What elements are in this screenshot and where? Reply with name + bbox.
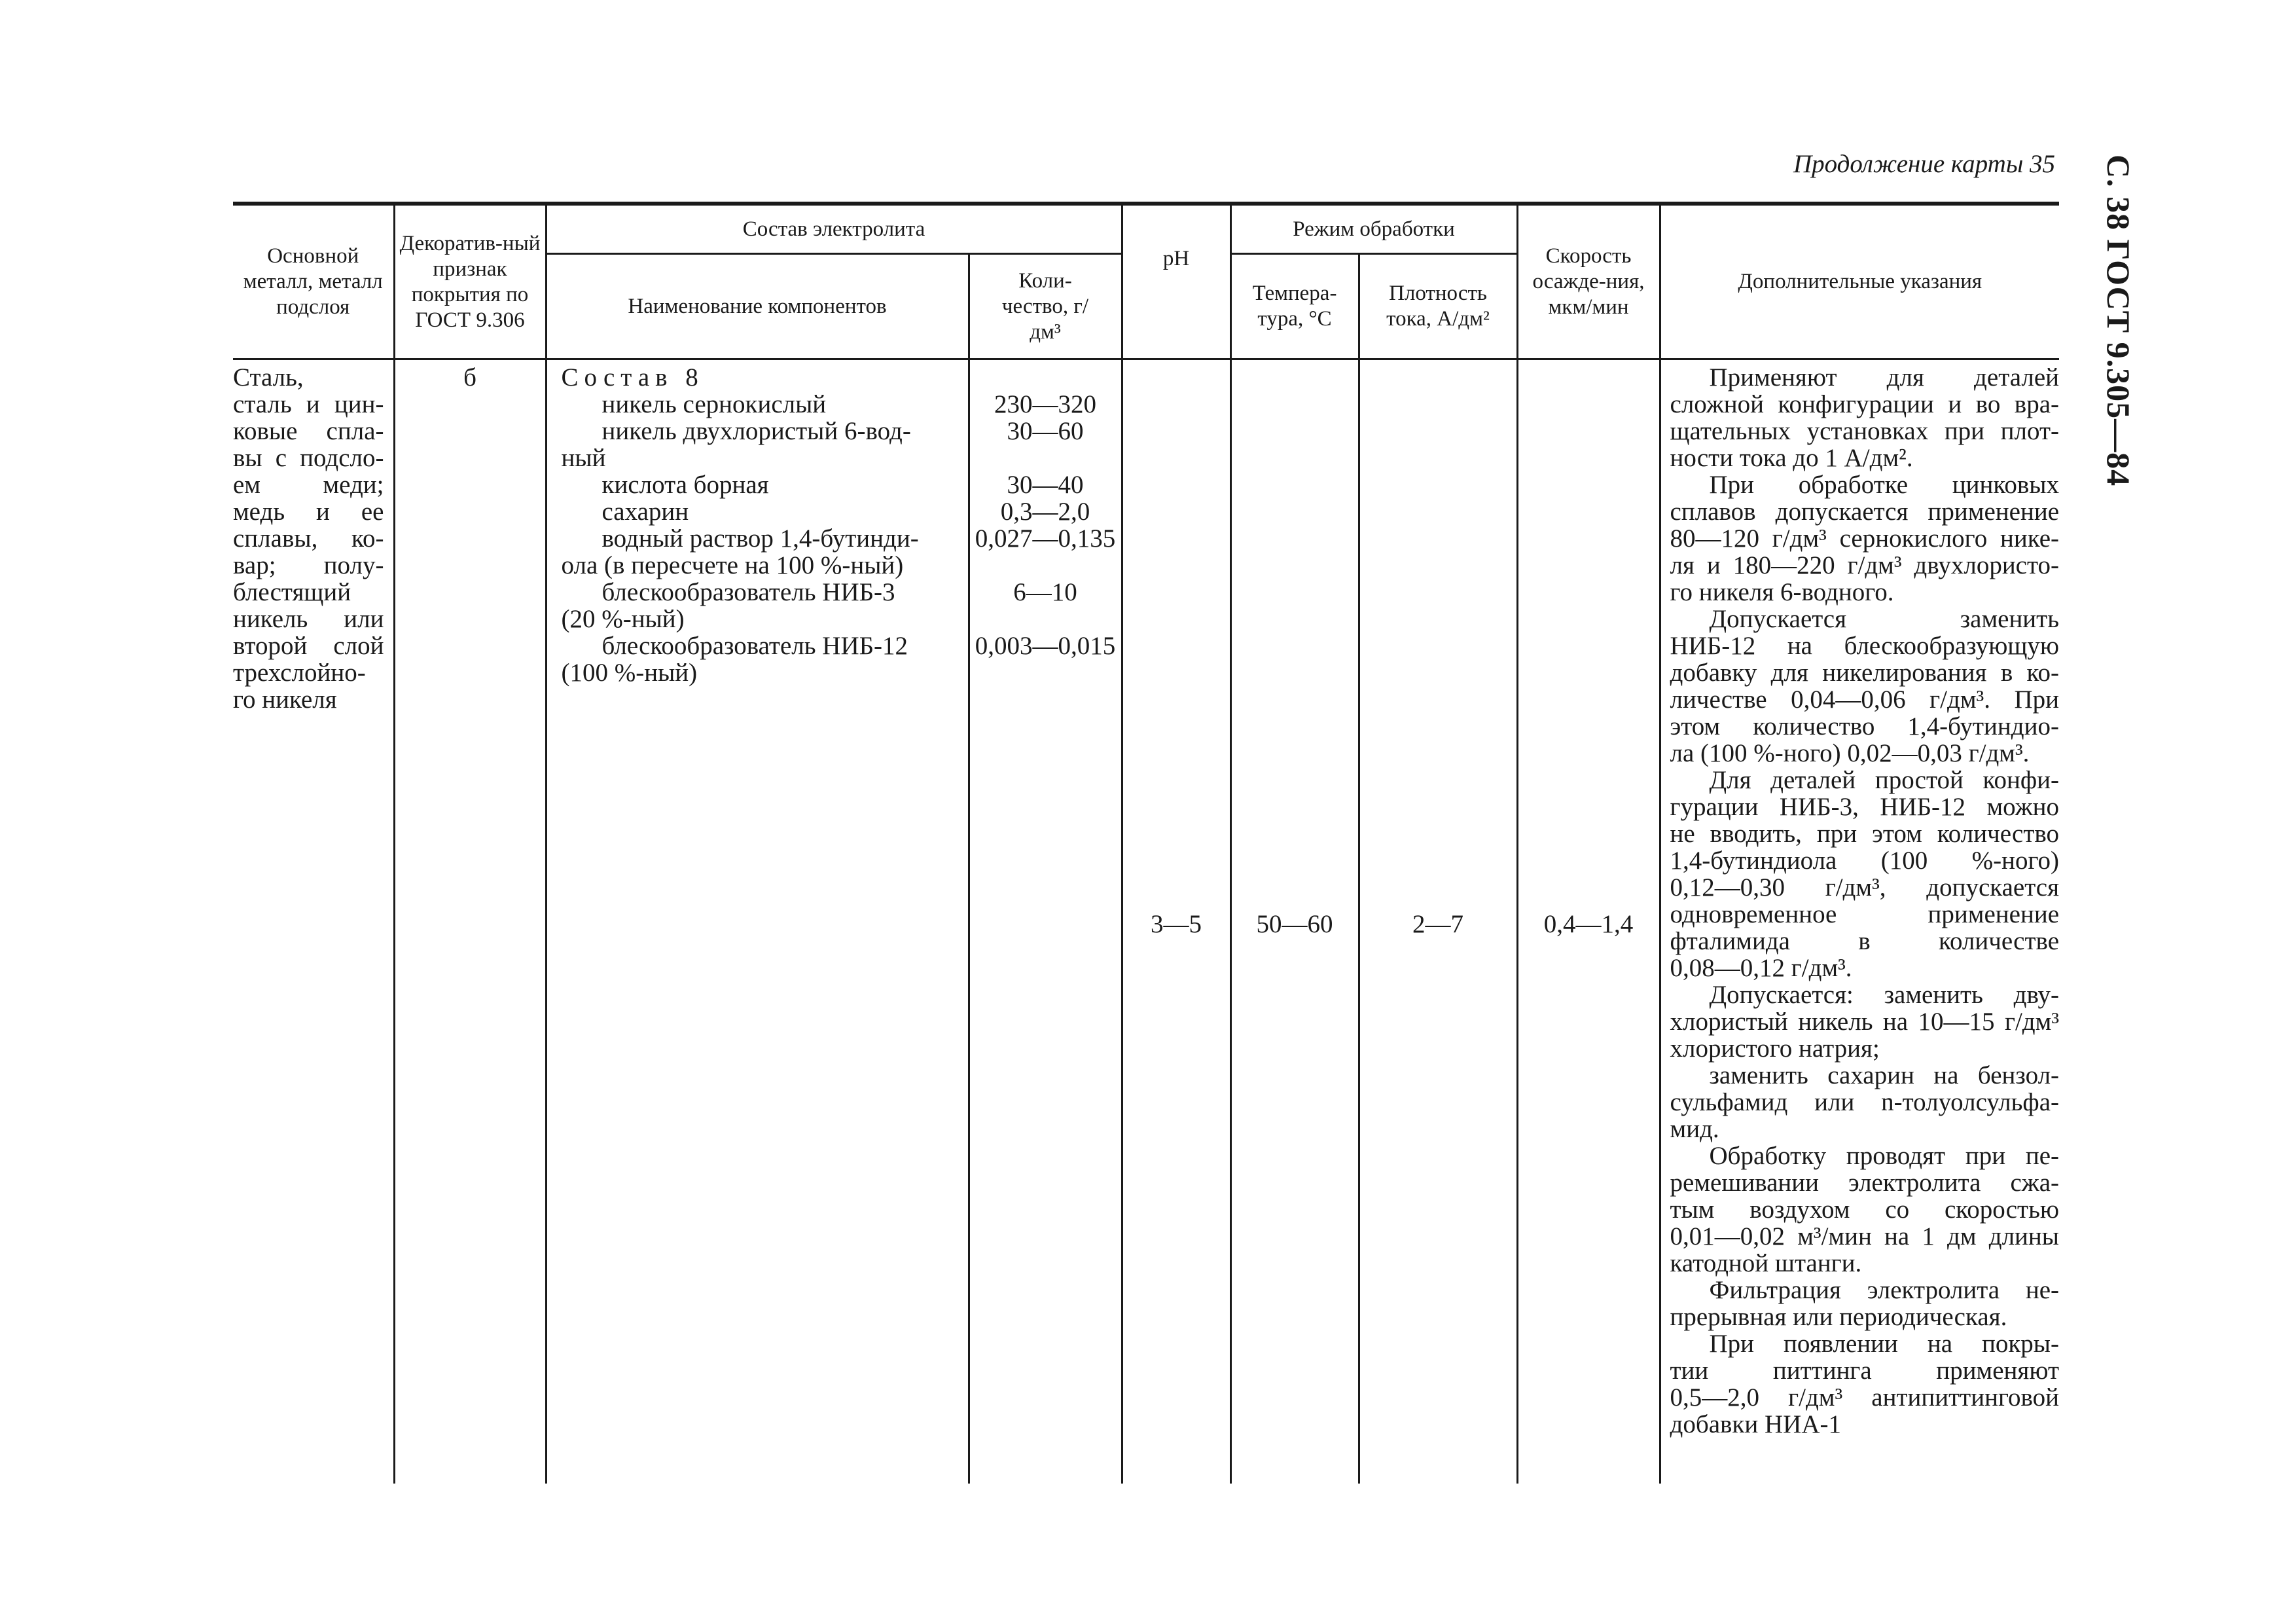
base-metal-line: ковые спла- xyxy=(233,417,384,445)
header-component-name xyxy=(546,254,969,359)
cell-rate xyxy=(1517,364,1660,1484)
notes-line: этом количество 1,4-бутиндио- xyxy=(1670,712,2060,740)
notes-line: 0,01—0,02 м³/мин на 1 дм длины xyxy=(1670,1222,2060,1250)
notes-line: го никеля 6-водного. xyxy=(1670,578,1894,606)
component-qty: 6—10 xyxy=(1013,578,1077,606)
header-electrolyte-text: Состав электролита xyxy=(742,217,925,241)
header-component-name-text: Наименование компонентов xyxy=(628,294,887,318)
header-base-metal xyxy=(233,204,394,359)
base-metal-line: сплавы, ко- xyxy=(233,524,384,553)
component-name: водный раствор 1,4-бутинди- xyxy=(601,524,919,553)
component-name: блескообразователь НИБ-12 xyxy=(601,632,908,660)
base-metal-line: никель или xyxy=(233,605,384,633)
notes-line: При обработке цинковых xyxy=(1709,471,2060,499)
component-name: сахарин xyxy=(601,498,689,526)
notes-paragraph xyxy=(1670,767,2060,981)
notes-line: ности тока до 1 А/дм². xyxy=(1670,444,1913,472)
component-qty: 30—40 xyxy=(1007,471,1084,499)
qty-spacer xyxy=(970,606,1121,632)
base-metal-line: го никеля xyxy=(233,685,337,714)
base-metal-line: блестящий xyxy=(233,578,351,606)
notes-line: личестве 0,04—0,06 г/дм³. При xyxy=(1670,685,2060,714)
notes-line: 80—120 г/дм³ сернокислого нике- xyxy=(1670,524,2060,553)
cell-ph xyxy=(1122,364,1230,1484)
notes-line: мид. xyxy=(1670,1115,1719,1143)
notes-line: гурации НИБ-3, НИБ-12 можно xyxy=(1670,793,2060,821)
ph-value: 3—5 xyxy=(1151,909,1202,938)
header-rate xyxy=(1517,204,1660,359)
component-qty: 0,003—0,015 xyxy=(975,632,1116,660)
notes-line: Для деталей простой конфи- xyxy=(1709,766,2060,794)
base-metal-line: трехслойно- xyxy=(233,659,366,687)
notes-line: сложной конфигурации и во вра- xyxy=(1670,390,2060,418)
header-decor-sign-text: Декоратив-ный признак покрытия по ГОСТ 9.306 xyxy=(399,231,541,332)
base-metal-line: ем меди; xyxy=(233,471,384,499)
notes-line: ремешивании электролита сжа- xyxy=(1670,1169,2060,1197)
gost-table xyxy=(233,202,2059,1484)
header-notes xyxy=(1660,204,2059,359)
notes-paragraph xyxy=(1670,1330,2060,1438)
header-quantity-text: Коли-чество, г/дм³ xyxy=(1001,268,1089,344)
notes-line: хлористый никель на 10—15 г/дм³ xyxy=(1670,1008,2060,1036)
header-temperature xyxy=(1230,254,1359,359)
notes-line: Допускается: заменить дву- xyxy=(1709,981,2060,1009)
cell-current-density xyxy=(1359,364,1517,1484)
notes-paragraph xyxy=(1670,1062,2060,1142)
component-qty: 230—320 xyxy=(994,390,1096,418)
notes-paragraph xyxy=(1670,606,2060,767)
temperature-value: 50—60 xyxy=(1256,909,1333,938)
notes-line: При появлении на покры- xyxy=(1709,1330,2060,1358)
component-qty: 0,3—2,0 xyxy=(1000,498,1090,526)
cell-quantities xyxy=(969,364,1122,1484)
header-electrolyte xyxy=(546,204,1122,254)
notes-line: тии питтинга применяют xyxy=(1670,1357,2060,1385)
header-notes-text: Дополнительные указания xyxy=(1738,270,1982,293)
current-density-value: 2—7 xyxy=(1412,909,1463,938)
notes-line: добавку для никелирования в ко- xyxy=(1670,659,2060,687)
cell-decor-sign xyxy=(394,364,546,1484)
component-name: блескообразователь НИБ-3 xyxy=(601,578,895,606)
header-decor-sign xyxy=(394,204,546,359)
cell-components xyxy=(546,364,969,1484)
notes-paragraph xyxy=(1670,981,2060,1062)
header-treatment xyxy=(1230,204,1517,254)
component-name-cont: (100 %-ный) xyxy=(561,659,698,687)
component-qty: 0,027—0,135 xyxy=(975,524,1116,553)
cell-temperature xyxy=(1230,364,1359,1484)
notes-line: одновременное применение xyxy=(1670,900,2060,928)
qty-spacer xyxy=(970,364,1121,391)
notes-line: Обработку проводят при пе- xyxy=(1709,1142,2060,1170)
header-base-metal-text: Основной металл, металл подслоя xyxy=(243,244,383,319)
base-metal-line: медь и ее xyxy=(233,498,384,526)
qty-spacer xyxy=(970,552,1121,579)
notes-line: НИБ-12 на блескообразующую xyxy=(1670,632,2060,660)
rate-value: 0,4—1,4 xyxy=(1543,909,1634,938)
header-treatment-text: Режим обработки xyxy=(1293,217,1455,241)
notes-line: не вводить, при этом количество xyxy=(1670,820,2060,848)
base-metal-line: Сталь, xyxy=(233,363,304,392)
notes-line: сульфамид или n-толуолсульфа- xyxy=(1670,1088,2060,1116)
notes-line: ля и 180—220 г/дм³ двухлористо- xyxy=(1670,551,2060,579)
component-name: кислота борная xyxy=(601,471,769,499)
component-name-cont: ола (в пересчете на 100 %-ный) xyxy=(561,551,904,579)
qty-spacer xyxy=(970,445,1121,471)
notes-line: 1,4-бутиндиола (100 %-ного) xyxy=(1670,847,2060,875)
table-row xyxy=(233,364,2059,1484)
composition-title: Состав 8 xyxy=(561,363,704,392)
base-metal-line: вар; полу- xyxy=(233,551,384,579)
notes-line: Применяют для деталей xyxy=(1709,363,2060,392)
header-quantity xyxy=(969,254,1122,359)
notes-paragraph xyxy=(1670,1277,2060,1330)
component-name: никель сернокислый xyxy=(601,390,827,418)
header-ph xyxy=(1122,204,1230,359)
base-metal-line: сталь и цин- xyxy=(233,390,384,418)
notes-paragraph xyxy=(1670,1142,2060,1277)
header-ph-text: pH xyxy=(1162,247,1190,270)
notes-line: сплавов допускается применение xyxy=(1670,498,2060,526)
notes-line: тым воздухом со скоростью xyxy=(1670,1195,2060,1224)
notes-line: хлористого натрия; xyxy=(1670,1034,1880,1063)
decor-sign: б xyxy=(463,363,476,392)
cell-notes xyxy=(1660,364,2059,1484)
side-title: С. 38 ГОСТ 9.305—84 xyxy=(2100,155,2137,487)
header-rate-text: Скорость осажде-ния, мкм/мин xyxy=(1532,244,1645,319)
notes-paragraph xyxy=(1670,471,2060,606)
notes-line: щательных установках при плот- xyxy=(1670,417,2060,445)
base-metal-line: вы с подсло- xyxy=(233,444,384,472)
notes-line: 0,12—0,30 г/дм³, допускается xyxy=(1670,873,2060,902)
component-name: никель двухлористый 6-вод- xyxy=(601,417,911,445)
component-name-cont: (20 %-ный) xyxy=(561,605,685,633)
header-current-density-text: Плотность тока, А/дм² xyxy=(1386,282,1490,331)
notes-line: Допускается заменить xyxy=(1709,605,2060,633)
component-name-cont: ный xyxy=(561,444,606,472)
notes-line: ла (100 %-ного) 0,02—0,03 г/дм³. xyxy=(1670,739,2030,767)
header-temperature-text: Темпера-тура, °С xyxy=(1252,282,1337,331)
notes-line: заменить сахарин на бензол- xyxy=(1709,1061,2060,1089)
cell-base-metal xyxy=(233,364,394,1484)
base-metal-line: второй слой xyxy=(233,632,384,660)
notes-line: прерывная или периодическая. xyxy=(1670,1303,2007,1331)
notes-line: 0,5—2,0 г/дм³ антипиттинговой xyxy=(1670,1383,2060,1412)
header-current-density xyxy=(1359,254,1517,359)
notes-line: добавки НИА-1 xyxy=(1670,1410,1841,1438)
page-header: Продолжение карты 35 xyxy=(1793,150,2055,178)
notes-line: катодной штанги. xyxy=(1670,1249,1862,1277)
notes-line: 0,08—0,12 г/дм³. xyxy=(1670,954,1852,982)
notes-line: фталимида в количестве xyxy=(1670,927,2060,955)
notes-line: Фильтрация электролита не- xyxy=(1709,1276,2060,1304)
component-qty: 30—60 xyxy=(1007,417,1084,445)
notes-paragraph xyxy=(1670,364,2060,471)
